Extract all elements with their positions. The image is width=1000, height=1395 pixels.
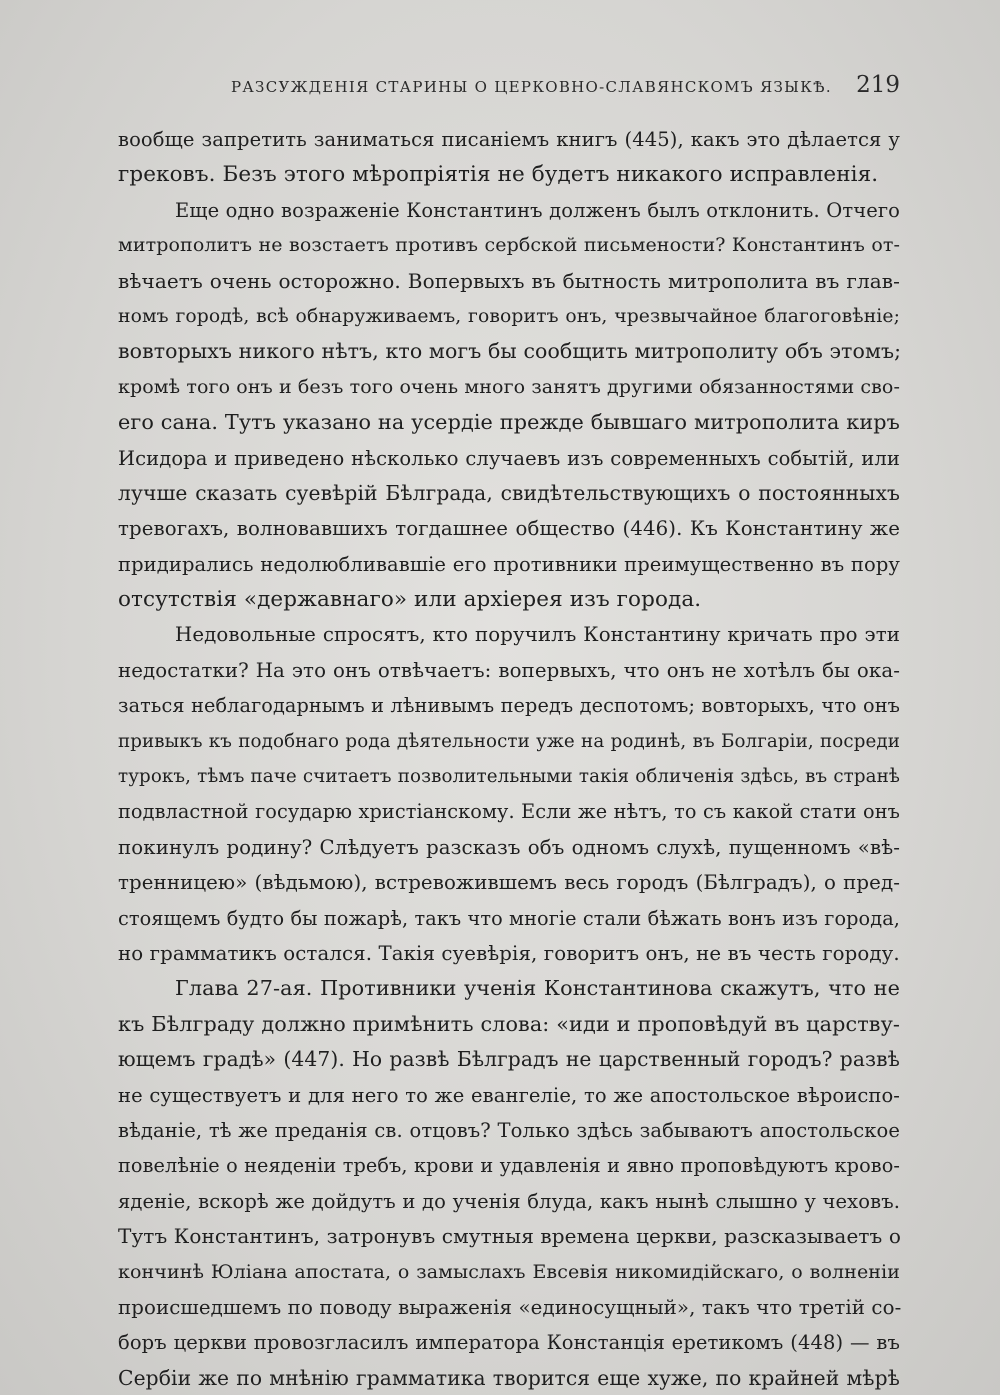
page-header — [118, 72, 900, 108]
text-line: но грамматикъ остался. Такія суевѣрія, говоритъ онъ, не въ честь городу. — [118, 941, 900, 965]
text-line: происшедшемъ по поводу выраженія «единосущный», такъ что третій со- — [118, 1295, 902, 1319]
text-line: покинулъ родину? Слѣдуетъ разсказъ объ одномъ слухѣ, пущенномъ «вѣ- — [118, 835, 900, 859]
paragraph-first-line: Недовольные спросятъ, кто поручилъ Константину кричать про эти — [175, 623, 900, 647]
text-line: кончинѣ Юліана апостата, о замыслахъ Евсевія никомидійскаго, о волненіи — [118, 1260, 900, 1283]
text-line: митрополитъ не возстаетъ противъ сербской письмености? Константинъ от- — [118, 234, 900, 257]
text-line: яденіе, вскорѣ же дойдутъ и до ученія блуда, какъ нынѣ слышно у чеховъ. — [118, 1189, 900, 1213]
text-line: привыкъ къ подобнаго рода дѣятельности уже на родинѣ, въ Болгаріи, посреди — [118, 730, 900, 752]
text-line: тренницею» (вѣдьмою), встревожившемъ весь городъ (Бѣлградъ), о пред- — [118, 871, 900, 895]
text-line: отсутствія «державнаго» или архіерея изъ города. — [118, 587, 702, 613]
running-title: РАЗСУЖДЕНІЯ СТАРИНЫ О ЦЕРКОВНО-СЛАВЯНСКОМЪ ЯЗЫКѢ. — [231, 78, 832, 96]
page-number: 219 — [856, 72, 900, 98]
text-line: грековъ. Безъ этого мѣропріятія не будетъ никакого исправленія. — [118, 162, 879, 188]
text-line: кромѣ того онъ и безъ того очень много занятъ другими обязанностями сво- — [118, 375, 900, 398]
text-line: недостатки? На это онъ отвѣчаетъ: вопервыхъ, что онъ не хотѣлъ бы ока- — [118, 658, 900, 682]
text-line: его сана. Тутъ указано на усердіе прежде бывшаго митрополита киръ — [118, 410, 900, 435]
text-line: Исидора и приведено нѣсколько случаевъ изъ современныхъ событій, или — [118, 446, 900, 470]
text-line: повелѣніе о неяденіи требъ, крови и удавленія и явно проповѣдуютъ крово- — [118, 1154, 900, 1178]
text-line: вѣданіе, тѣ же преданія св. отцовъ? Только здѣсь забываютъ апостольское — [118, 1118, 900, 1142]
text-line: къ Бѣлграду должно примѣнить слова: «иди и проповѣдуй въ царству- — [118, 1011, 900, 1036]
text-line: Сербіи же по мнѣнію грамматика творится еще хуже, по крайней мѣрѣ — [118, 1365, 900, 1390]
text-line: не существуетъ и для него то же евангеліе, то же апостольское вѣроиспо- — [118, 1083, 900, 1107]
text-line: Тутъ Константинъ, затронувъ смутныя времена церкви, разсказываетъ о — [118, 1224, 901, 1249]
text-line: номъ городѣ, всѣ обнаруживаемъ, говоритъ онъ, чрезвычайное благоговѣніе; — [118, 305, 900, 327]
text-line: лучше сказать суевѣрій Бѣлграда, свидѣтельствующихъ о постоянныхъ — [118, 480, 900, 505]
paragraph-first-line: Глава 27-ая. Противники ученія Константинова скажутъ, что не — [175, 976, 900, 1001]
text-line: ющемъ градѣ» (447). Но развѣ Бѣлградъ не царственный городъ? развѣ — [118, 1047, 900, 1072]
text-line: придирались недолюбливавшіе его противники преимущественно въ пору — [118, 552, 900, 576]
text-line: заться неблагодарнымъ и лѣнивымъ передъ деспотомъ; вовторыхъ, что онъ — [118, 694, 900, 718]
text-line: турокъ, тѣмъ паче считаетъ позволительными такія обличенія здѣсь, въ странѣ — [118, 766, 900, 788]
text-line: стоящемъ будто бы пожарѣ, такъ что многіе стали бѣжать вонъ изъ города, — [118, 906, 900, 930]
text-line: боръ церкви провозгласилъ императора Констанція еретикомъ (448) — въ — [118, 1331, 900, 1355]
body-text — [118, 122, 900, 1395]
text-line: вѣчаетъ очень осторожно. Вопервыхъ въ бытность митрополита въ глав- — [118, 268, 900, 293]
text-line: подвластной государю христіанскому. Если же нѣтъ, то съ какой стати онъ — [118, 800, 900, 824]
paragraph-first-line: Еще одно возраженіе Константинъ долженъ былъ отклонить. Отчего — [175, 198, 900, 222]
text-line: тревогахъ, волновавшихъ тогдашнее общество (446). Къ Константину же — [118, 517, 900, 541]
text-line: вообще запретить заниматься писаніемъ книгъ (445), какъ это дѣлается у — [118, 128, 900, 151]
text-line: вовторыхъ никого нѣтъ, кто могъ бы сообщить митрополиту объ этомъ; — [118, 339, 902, 364]
